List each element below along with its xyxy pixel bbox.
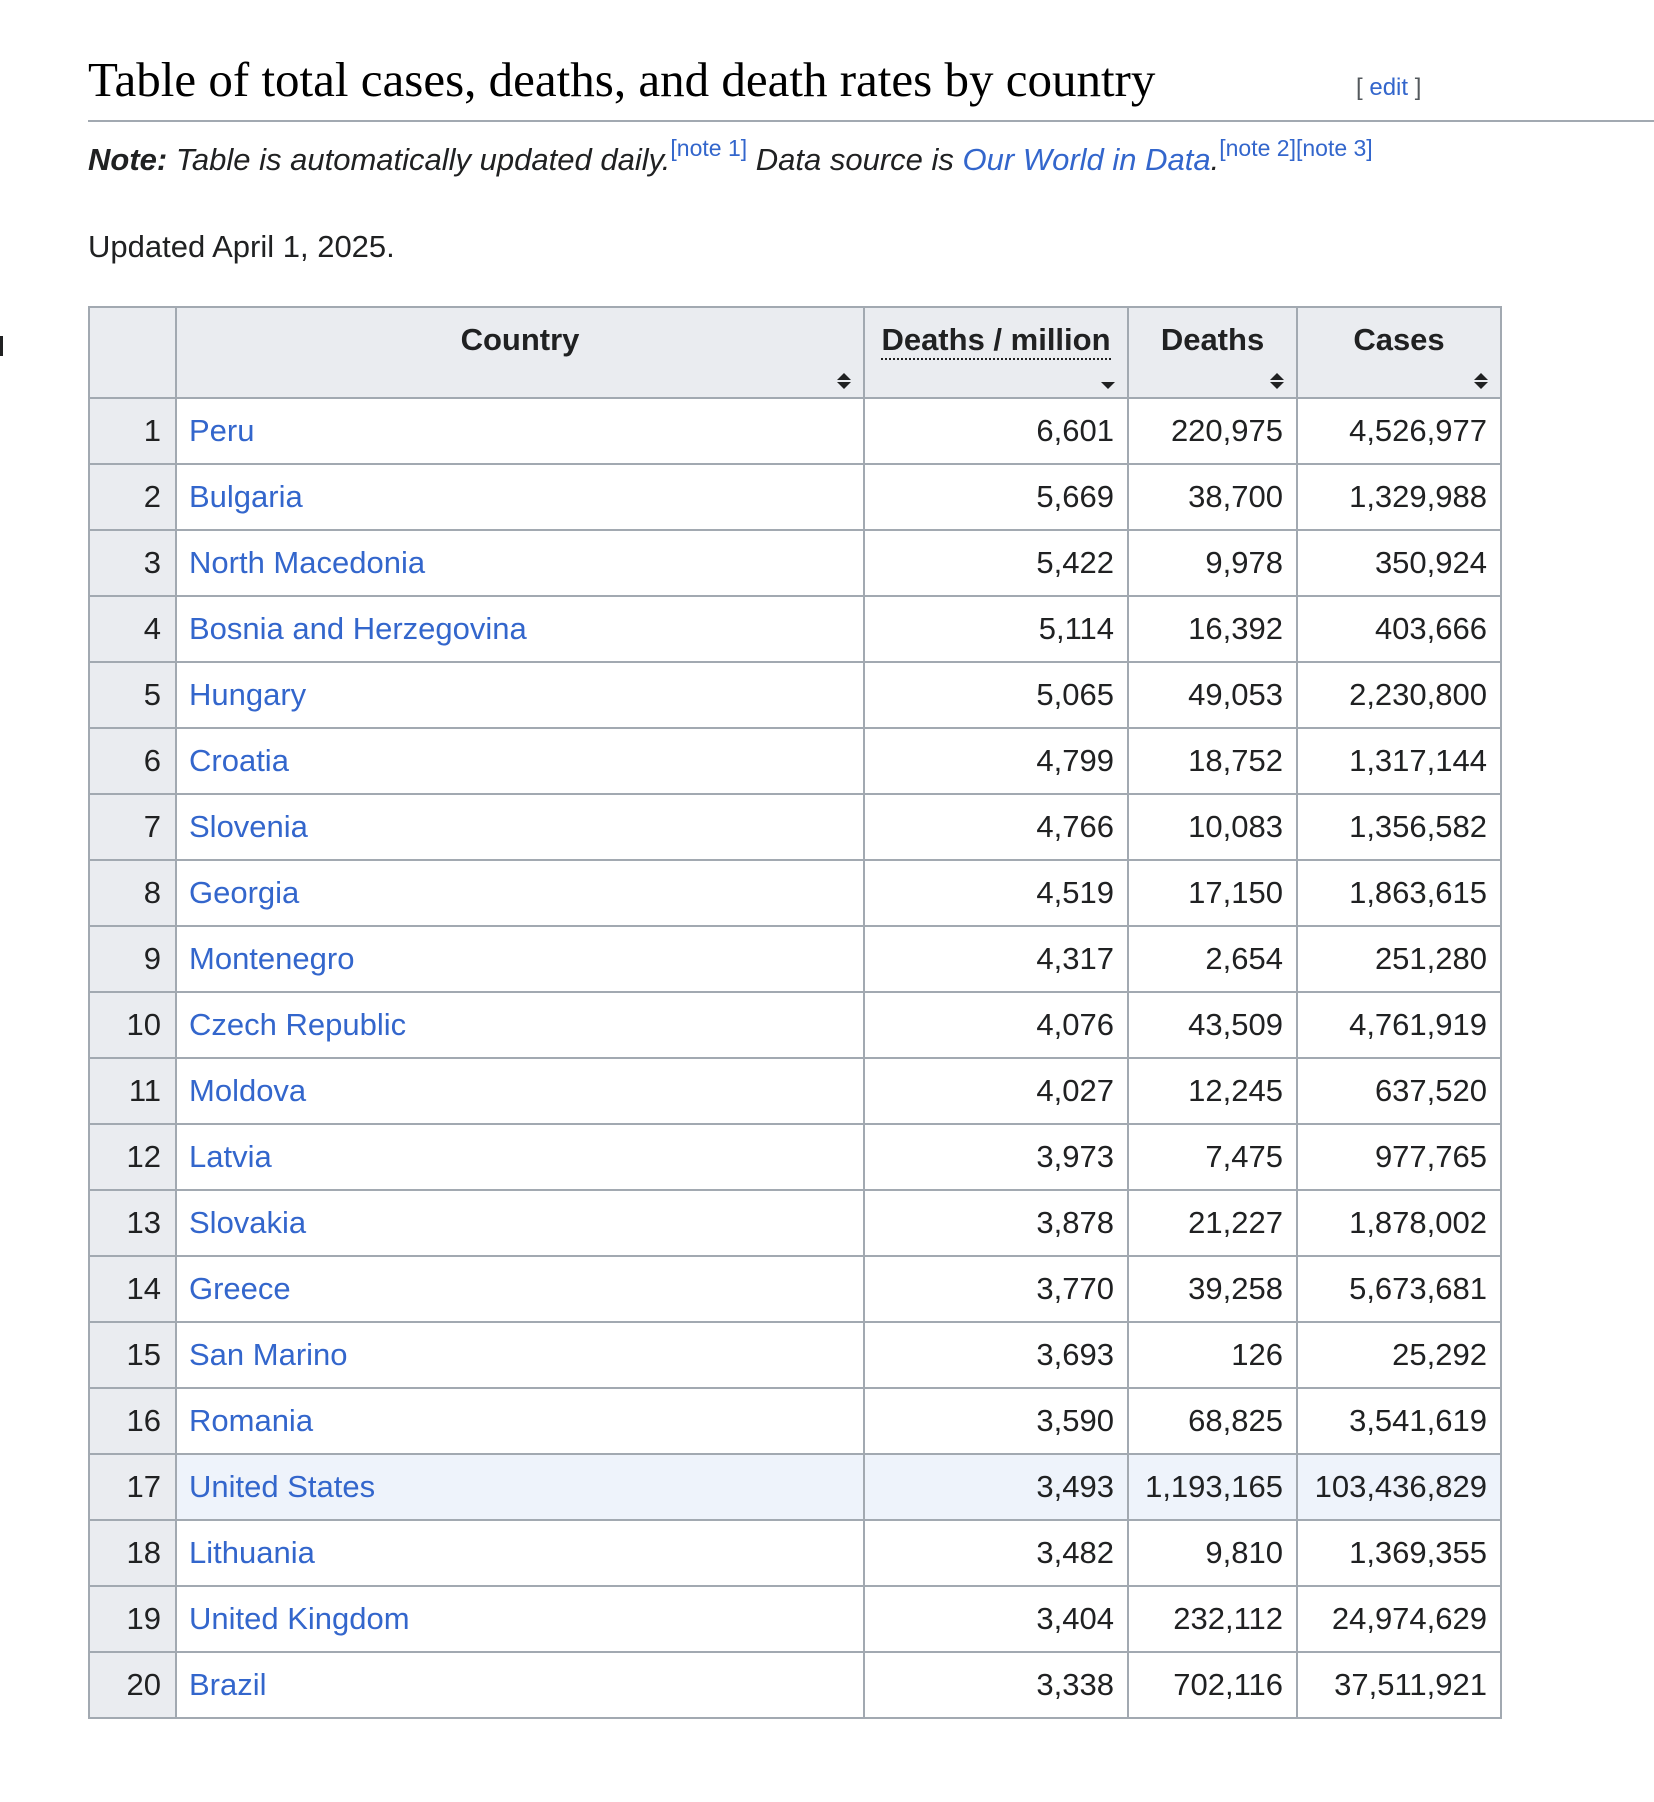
cases-header-label: Cases	[1353, 322, 1445, 357]
table-row	[89, 1388, 1501, 1454]
deaths-per-million-cell: 3,770	[864, 1256, 1128, 1322]
table-row	[89, 662, 1501, 728]
country-link[interactable]: Lithuania	[189, 1535, 315, 1570]
deaths-cell: 126	[1128, 1322, 1297, 1388]
table-row-highlighted	[89, 1454, 1501, 1520]
rank-cell: 3	[89, 530, 176, 596]
note-text-2: Data source is	[747, 142, 963, 177]
updated-date: Updated April 1, 2025.	[88, 229, 395, 264]
deaths-cell: 18,752	[1128, 728, 1297, 794]
table-row	[89, 926, 1501, 992]
cases-cell: 1,878,002	[1297, 1190, 1501, 1256]
deaths-header-label: Deaths	[1160, 322, 1265, 357]
table-row	[89, 398, 1501, 464]
cases-cell: 4,761,919	[1297, 992, 1501, 1058]
country-cell	[176, 596, 864, 662]
covid-country-table	[88, 306, 1502, 1719]
note-label: Note:	[88, 142, 168, 177]
table-note	[88, 135, 1373, 178]
country-cell	[176, 1388, 864, 1454]
edit-section-link-wrapper	[1356, 74, 1421, 102]
table-row	[89, 1586, 1501, 1652]
country-link[interactable]: Hungary	[189, 677, 307, 712]
deaths-per-million-cell: 3,338	[864, 1652, 1128, 1718]
rank-cell: 13	[89, 1190, 176, 1256]
edit-close-bracket: ]	[1414, 74, 1422, 101]
deaths-cell: 9,810	[1128, 1520, 1297, 1586]
table-row	[89, 1124, 1501, 1190]
rank-cell: 5	[89, 662, 176, 728]
table-row	[89, 1322, 1501, 1388]
country-cell	[176, 1520, 864, 1586]
cases-cell: 25,292	[1297, 1322, 1501, 1388]
country-link[interactable]: Bosnia and Herzegovina	[189, 611, 527, 646]
country-link[interactable]: Georgia	[189, 875, 300, 910]
our-world-in-data-link[interactable]: Our World in Data	[962, 142, 1211, 177]
deaths-cell: 9,978	[1128, 530, 1297, 596]
cases-cell: 1,369,355	[1297, 1520, 1501, 1586]
table-row	[89, 1256, 1501, 1322]
cases-cell: 403,666	[1297, 596, 1501, 662]
deaths-per-million-cell: 4,519	[864, 860, 1128, 926]
rank-cell: 10	[89, 992, 176, 1058]
cases-cell: 1,863,615	[1297, 860, 1501, 926]
cases-cell: 637,520	[1297, 1058, 1501, 1124]
sort-both-icon[interactable]	[1474, 373, 1488, 389]
table-header-row	[89, 307, 1501, 398]
cases-cell: 4,526,977	[1297, 398, 1501, 464]
table-row	[89, 1652, 1501, 1718]
deaths-per-million-cell: 3,493	[864, 1454, 1128, 1520]
cases-cell: 5,673,681	[1297, 1256, 1501, 1322]
deaths-per-million-cell: 5,114	[864, 596, 1128, 662]
country-cell	[176, 530, 864, 596]
country-header-label: Country	[460, 322, 580, 357]
rank-cell: 8	[89, 860, 176, 926]
country-cell	[176, 1454, 864, 1520]
table-row	[89, 1058, 1501, 1124]
country-link[interactable]: Moldova	[189, 1073, 307, 1108]
rank-cell: 7	[89, 794, 176, 860]
country-cell	[176, 1058, 864, 1124]
note-text-3: .	[1210, 142, 1220, 177]
rank-cell: 14	[89, 1256, 176, 1322]
deaths-cell: 16,392	[1128, 596, 1297, 662]
note-1-link[interactable]: [note 1]	[670, 135, 748, 161]
deaths-per-million-cell: 4,799	[864, 728, 1128, 794]
rank-cell: 9	[89, 926, 176, 992]
cases-cell: 251,280	[1297, 926, 1501, 992]
deaths-per-million-cell: 4,027	[864, 1058, 1128, 1124]
deaths-cell: 38,700	[1128, 464, 1297, 530]
country-cell	[176, 860, 864, 926]
country-cell	[176, 464, 864, 530]
rank-cell: 1	[89, 398, 176, 464]
sort-descending-icon[interactable]	[1101, 373, 1115, 389]
sort-both-icon[interactable]	[837, 373, 851, 389]
rank-cell: 12	[89, 1124, 176, 1190]
deaths-per-million-cell: 3,973	[864, 1124, 1128, 1190]
deaths-cell: 12,245	[1128, 1058, 1297, 1124]
rank-cell: 4	[89, 596, 176, 662]
table-body	[89, 398, 1501, 1718]
country-cell	[176, 1190, 864, 1256]
country-link[interactable]: Slovakia	[189, 1205, 307, 1240]
country-cell	[176, 398, 864, 464]
deaths-cell: 39,258	[1128, 1256, 1297, 1322]
note-ref-1	[670, 135, 747, 161]
cases-cell: 1,356,582	[1297, 794, 1501, 860]
deaths-cell: 232,112	[1128, 1586, 1297, 1652]
country-link[interactable]: United States	[189, 1469, 376, 1504]
deaths-cell: 49,053	[1128, 662, 1297, 728]
edit-section-link[interactable]: edit	[1369, 74, 1409, 101]
sort-both-icon[interactable]	[1270, 373, 1284, 389]
cases-cell: 103,436,829	[1297, 1454, 1501, 1520]
rank-cell: 15	[89, 1322, 176, 1388]
deaths-per-million-cell: 3,693	[864, 1322, 1128, 1388]
deaths-cell: 220,975	[1128, 398, 1297, 464]
table-row	[89, 860, 1501, 926]
country-cell	[176, 1322, 864, 1388]
edit-open-bracket: [	[1356, 74, 1363, 101]
rank-cell: 11	[89, 1058, 176, 1124]
deaths-per-million-cell: 3,404	[864, 1586, 1128, 1652]
table-row	[89, 530, 1501, 596]
country-link[interactable]: San Marino	[189, 1337, 348, 1372]
note-2-link[interactable]: [note 2]	[1219, 135, 1296, 161]
cases-cell: 977,765	[1297, 1124, 1501, 1190]
cases-cell: 350,924	[1297, 530, 1501, 596]
country-cell	[176, 1652, 864, 1718]
deaths-per-million-cell: 6,601	[864, 398, 1128, 464]
table-row	[89, 992, 1501, 1058]
rank-cell: 18	[89, 1520, 176, 1586]
deaths-per-million-header[interactable]	[864, 307, 1128, 398]
deaths-cell: 2,654	[1128, 926, 1297, 992]
deaths-per-million-header-label: Deaths / million	[881, 322, 1110, 360]
deaths-cell: 17,150	[1128, 860, 1297, 926]
table-row	[89, 728, 1501, 794]
country-link[interactable]: Peru	[189, 413, 255, 448]
country-link[interactable]: North Macedonia	[189, 545, 426, 580]
country-link[interactable]: Romania	[189, 1403, 314, 1438]
table-row	[89, 1520, 1501, 1586]
deaths-header[interactable]	[1128, 307, 1297, 398]
deaths-per-million-cell: 3,590	[864, 1388, 1128, 1454]
deaths-per-million-cell: 3,878	[864, 1190, 1128, 1256]
country-cell	[176, 1256, 864, 1322]
section-heading-row	[88, 50, 1654, 122]
country-header[interactable]	[176, 307, 864, 398]
cases-cell: 37,511,921	[1297, 1652, 1501, 1718]
cases-header[interactable]	[1297, 307, 1501, 398]
rank-cell: 17	[89, 1454, 176, 1520]
country-cell	[176, 992, 864, 1058]
country-link[interactable]: United Kingdom	[189, 1601, 410, 1636]
country-cell	[176, 1124, 864, 1190]
cases-cell: 24,974,629	[1297, 1586, 1501, 1652]
table-row	[89, 596, 1501, 662]
deaths-cell: 702,116	[1128, 1652, 1297, 1718]
rank-cell: 2	[89, 464, 176, 530]
country-cell	[176, 794, 864, 860]
deaths-cell: 68,825	[1128, 1388, 1297, 1454]
country-link[interactable]: Brazil	[189, 1667, 267, 1702]
country-link[interactable]: Greece	[189, 1271, 291, 1306]
note-ref-2-3	[1219, 135, 1372, 161]
deaths-cell: 10,083	[1128, 794, 1297, 860]
rank-cell: 19	[89, 1586, 176, 1652]
country-link[interactable]: Czech Republic	[189, 1007, 407, 1042]
section-heading: Table of total cases, deaths, and death rates by country	[88, 52, 1156, 107]
country-link[interactable]: Slovenia	[189, 809, 308, 844]
rank-cell: 6	[89, 728, 176, 794]
cases-cell: 3,541,619	[1297, 1388, 1501, 1454]
deaths-per-million-cell: 4,317	[864, 926, 1128, 992]
country-cell	[176, 926, 864, 992]
deaths-cell: 43,509	[1128, 992, 1297, 1058]
cases-cell: 1,317,144	[1297, 728, 1501, 794]
country-link[interactable]: Bulgaria	[189, 479, 303, 514]
left-edge-mark	[0, 336, 3, 356]
deaths-per-million-cell: 5,065	[864, 662, 1128, 728]
deaths-cell: 7,475	[1128, 1124, 1297, 1190]
cases-cell: 1,329,988	[1297, 464, 1501, 530]
deaths-per-million-cell: 5,422	[864, 530, 1128, 596]
table-row	[89, 464, 1501, 530]
rank-cell: 20	[89, 1652, 176, 1718]
country-cell	[176, 728, 864, 794]
deaths-cell: 21,227	[1128, 1190, 1297, 1256]
rank-header	[89, 307, 176, 398]
cases-cell: 2,230,800	[1297, 662, 1501, 728]
rank-cell: 16	[89, 1388, 176, 1454]
country-cell	[176, 662, 864, 728]
note-text-1: Table is automatically updated daily.	[167, 142, 671, 177]
country-link[interactable]: Latvia	[189, 1139, 272, 1174]
table-row	[89, 1190, 1501, 1256]
deaths-per-million-cell: 5,669	[864, 464, 1128, 530]
note-3-link[interactable]: [note 3]	[1295, 135, 1373, 161]
deaths-per-million-cell: 4,766	[864, 794, 1128, 860]
table-row	[89, 794, 1501, 860]
country-link[interactable]: Montenegro	[189, 941, 355, 976]
country-link[interactable]: Croatia	[189, 743, 289, 778]
deaths-cell: 1,193,165	[1128, 1454, 1297, 1520]
deaths-per-million-cell: 4,076	[864, 992, 1128, 1058]
country-cell	[176, 1586, 864, 1652]
deaths-per-million-cell: 3,482	[864, 1520, 1128, 1586]
